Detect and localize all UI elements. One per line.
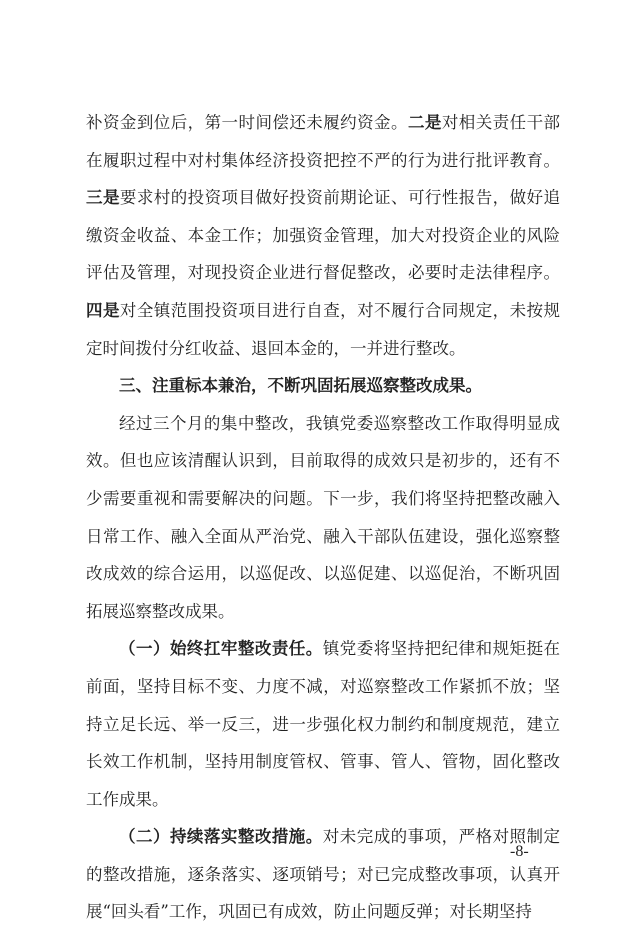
sentence: 镇党委将坚持把纪律和规矩挺在前面，坚持目标不变、力度不减，对巡察整改工作紧抓不放；坚持立足长远、举一反三，进一步强化权力制约和制度规范，建立长效工作机制，坚持用制度管权、管事、管人、管物，固化整改工作成果。 [86, 639, 561, 809]
sentence: 要求村的投资项目做好投资前期论证、可行性报告，做好追缴资金收益、本金工作；加强资金管理，加大对投资企业的风险评估及管理，对现投资企业进行督促整改，必要时走法律程序。 [86, 188, 561, 283]
sentence: 补资金到位后，第一时间偿还未履约资金。 [86, 113, 408, 132]
paragraph-1 [86, 104, 560, 367]
sentence: 对全镇范围投资项目进行自查，对不履行合同规定，未按规定时间拨付分红收益、退回本金的，一并进行整改。 [86, 300, 561, 358]
paragraph-4 [86, 818, 560, 931]
enumerator: 四是 [86, 300, 120, 320]
subsection-title: （二）持续落实整改措施。 [119, 827, 323, 847]
enumerator: 三是 [86, 188, 120, 208]
sentence: 对未完成的事项，严格对照制定的整改措施，逐条落实、逐项销号；对已完成整改事项，认真开展“回头看”工作，巩固已有成效，防止问题反弹；对长期坚持 [86, 827, 561, 922]
sentence: 对相关责任干部在履职过程中对村集体经济投资把控不严的行为进行批评教育。 [86, 113, 561, 170]
body-text [86, 104, 560, 931]
paragraph-2: 经过三个月的集中整改，我镇党委巡察整改工作取得明显成效。但也应该清醒认识到，目前取得的成效只是初步的，还有不少需要重视和需要解决的问题。下一步，我们将坚持把整改融入日常工作、融入全面从严治党、融入干部队伍建设，强化巡察整改成效的综合运用，以巡促改、以巡促建、以巡促治，不断巩固拓展巡察整改成果。 [86, 413, 560, 621]
paragraph-3 [86, 630, 560, 818]
subsection-title: （一）始终扛牢整改责任。 [119, 639, 323, 659]
page-number: -8- [510, 843, 529, 860]
enumerator: 二是 [407, 113, 442, 132]
section-heading: 三、注重标本兼治，不断巩固拓展巡察整改成果。 [119, 376, 482, 396]
